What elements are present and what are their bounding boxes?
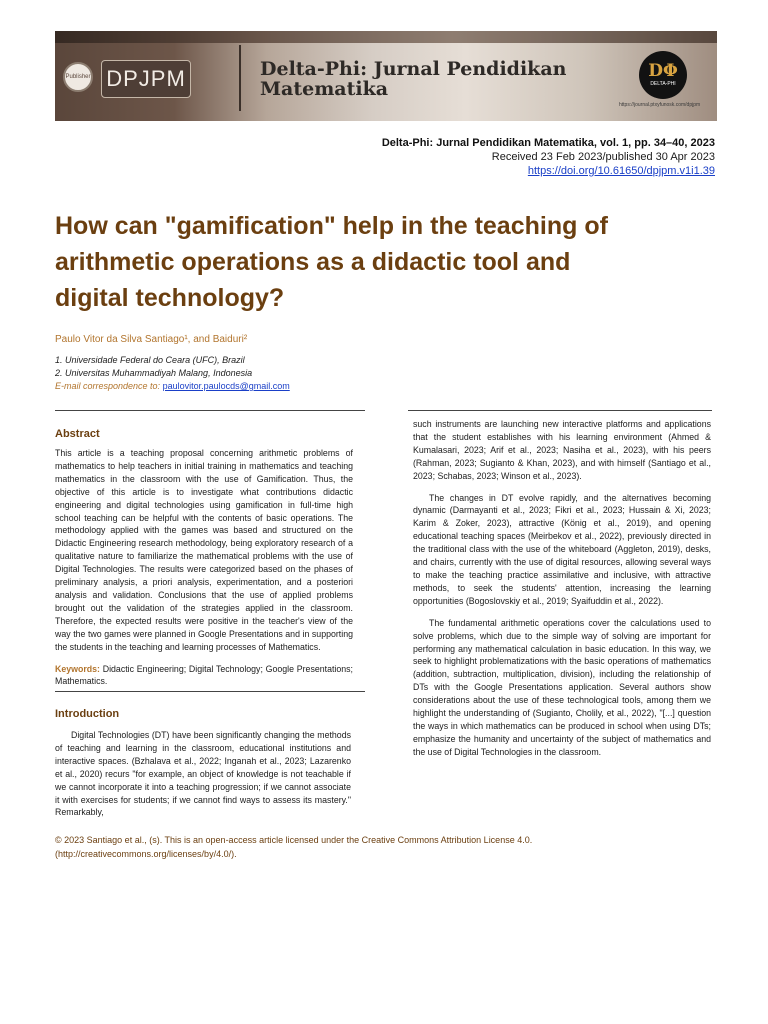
article-meta (382, 136, 715, 178)
license-url[interactable]: (http://creativecommons.org/licenses/by/4.0/). (55, 848, 237, 859)
keywords-text: Didactic Engineering; Digital Technology; Google Presentations; Mathematics. (55, 663, 353, 687)
left-column-top-rule (55, 410, 365, 411)
right-paragraph-2: The changes in DT evolve rapidly, and the alternatives becoming dynamic (Darmayanti et al., 2023; Fikri et al., 2023; Hussain & Xi, 2023; Karim & Zoker, 2023), attractive (König et al., 2019), and opening educational teaching spaces (Meirbekov et al., 2022), previously directed in the traditional class with the use of the whiteboard (Aggleton, 2019), desks, and chairs, currently with the use of digital resources, allowing several ways to make the teaching practice assimilative and inclusive, with attractive methods, to seek the students' attention, increasing the learning opportunities (Bogoslovskiy et al., 2019; Syaifuddin et al., 2022). (413, 492, 711, 606)
journal-citation-line: Delta-Phi: Jurnal Pendidikan Matematika, vol. 1, pp. 34–40, 2023 (381, 137, 715, 149)
license-line: © 2023 Santiago et al., (s). This is an open-access article licensed under the Creative Commons Attribution License 4.0. (55, 835, 533, 845)
keywords-line (55, 663, 353, 689)
right-paragraph-3: The fundamental arithmetic operations cover the calculations used to solve problems, which due to the simple way of solving are important for performing any mathematical calculation in basic education. In this way, we seek to highlight problematizations with the basic operations of mathematics (addition, subtraction, multiplication, division), including the relationship of DTs with the Google Presentations application. Several authors show considerations about the use of these technological tools, among them we highlight the understanding of (Sugianto, Cholily, et al., 2022), "[...] question the ways in which mathematics can be produced in school when using DTs; emphasize the humanity and uncertainty of the subject of mathematics and the use of Digital Technologies in the classroom. (413, 617, 711, 757)
right-paragraph-1: such instruments are launching new interactive platforms and applications that the student establishes with his learning environment (Ahmed & Kumalasari, 2023; Arif et al., 2023; Nasiha et al., 2023), with his peers (Rahman, 2023; Sugianto & Khan, 2023), and with himself (Santiago et al., 2023; Schabas, 2023; Winson et al., 2023). (413, 419, 711, 481)
introduction-paragraph: Digital Technologies (DT) have been significantly changing the methods of teaching and learning in the classroom, educational institutions and interactive spaces. (Bzhalava et al., 2022; Inganah et al., 2023; Lazarenko et al., 2020) recurs "for example, an object of knowledge is not teachable if we cannot incorporate it into a teaching progression; if we cannot associate it with exercises for students; if we cannot find ways to assess its mastery." Remarkably, (55, 730, 351, 818)
publisher-logo-text: Publisher (65, 74, 91, 80)
delta-phi-logo-label: DELTA-PHI (650, 81, 676, 87)
abstract-body (55, 447, 353, 688)
delta-phi-logo-symbol: DΦ (648, 61, 678, 81)
abstract-text: This article is a teaching proposal concerning arithmetic problems of mathematics to help teachers in initial training in mathematics and teaching mathematics in the classroom with the use of Gamification. Thus, the objective of this article is to investigate what contributions didactic engineering and digital technologies using gamification in full-time high school teaching can be helpful with the contents of basic operations. The methodology applied with the games was based and structured on the Didactic Engineering research methodology, being exploratory research of a qualitative nature to familiarize the mathematical problems with the use of Digital Technologies. The results were categorized based on the phases of preliminary analysis, a priori analysis, experimentation, and a posteriori analysis and validation. Conclusions that the use of applied problems brought out the validation of the strategies applied in the classroom. Therefore, the expected results were positive in the teacher's view of the way the two games were planned in Google Presentations and in supporting the students in the teaching and learning processes of Mathematics. (55, 448, 353, 652)
author-list: Paulo Vitor da Silva Santiago¹, and Baiduri² (55, 334, 248, 345)
banner-url: https://journal.ptxyfunosk.com/dpjpm (619, 102, 701, 108)
abstract-heading: Abstract (55, 428, 100, 440)
right-column-top-rule (408, 410, 712, 411)
license-footer (55, 834, 655, 861)
affiliation-2: 2. Universitas Muhammadiyah Malang, Indonesia (55, 368, 253, 378)
article-title: How can "gamification" help in the teaching of arithmetic operations as a didactic tool and digital technology? (55, 212, 608, 312)
correspondence-label: E-mail correspondence to: (55, 381, 163, 391)
abstract-bottom-rule (55, 691, 365, 692)
introduction-body (55, 729, 351, 819)
journal-acronym-logo: DPJPM (101, 60, 191, 98)
affiliations (55, 354, 290, 393)
correspondence-line (55, 380, 290, 393)
affiliation-1: 1. Universidade Federal do Ceara (UFC), Brazil (55, 355, 245, 365)
keywords-label: Keywords: (55, 663, 100, 674)
delta-phi-logo (639, 51, 687, 99)
publisher-logo (63, 62, 93, 92)
banner-journal-title: Delta-Phi: Jurnal Pendidikan Matematika (260, 58, 567, 100)
journal-banner (55, 31, 717, 121)
right-column-body (413, 418, 711, 759)
doi-link[interactable]: https://doi.org/10.61650/dpjpm.v1i1.39 (527, 165, 715, 177)
banner-divider (239, 45, 241, 111)
correspondence-email-link[interactable]: paulovitor.paulocds@gmail.com (162, 381, 290, 391)
introduction-heading: Introduction (55, 708, 120, 720)
received-published-dates: Received 23 Feb 2023/published 30 Apr 2023 (491, 151, 715, 163)
